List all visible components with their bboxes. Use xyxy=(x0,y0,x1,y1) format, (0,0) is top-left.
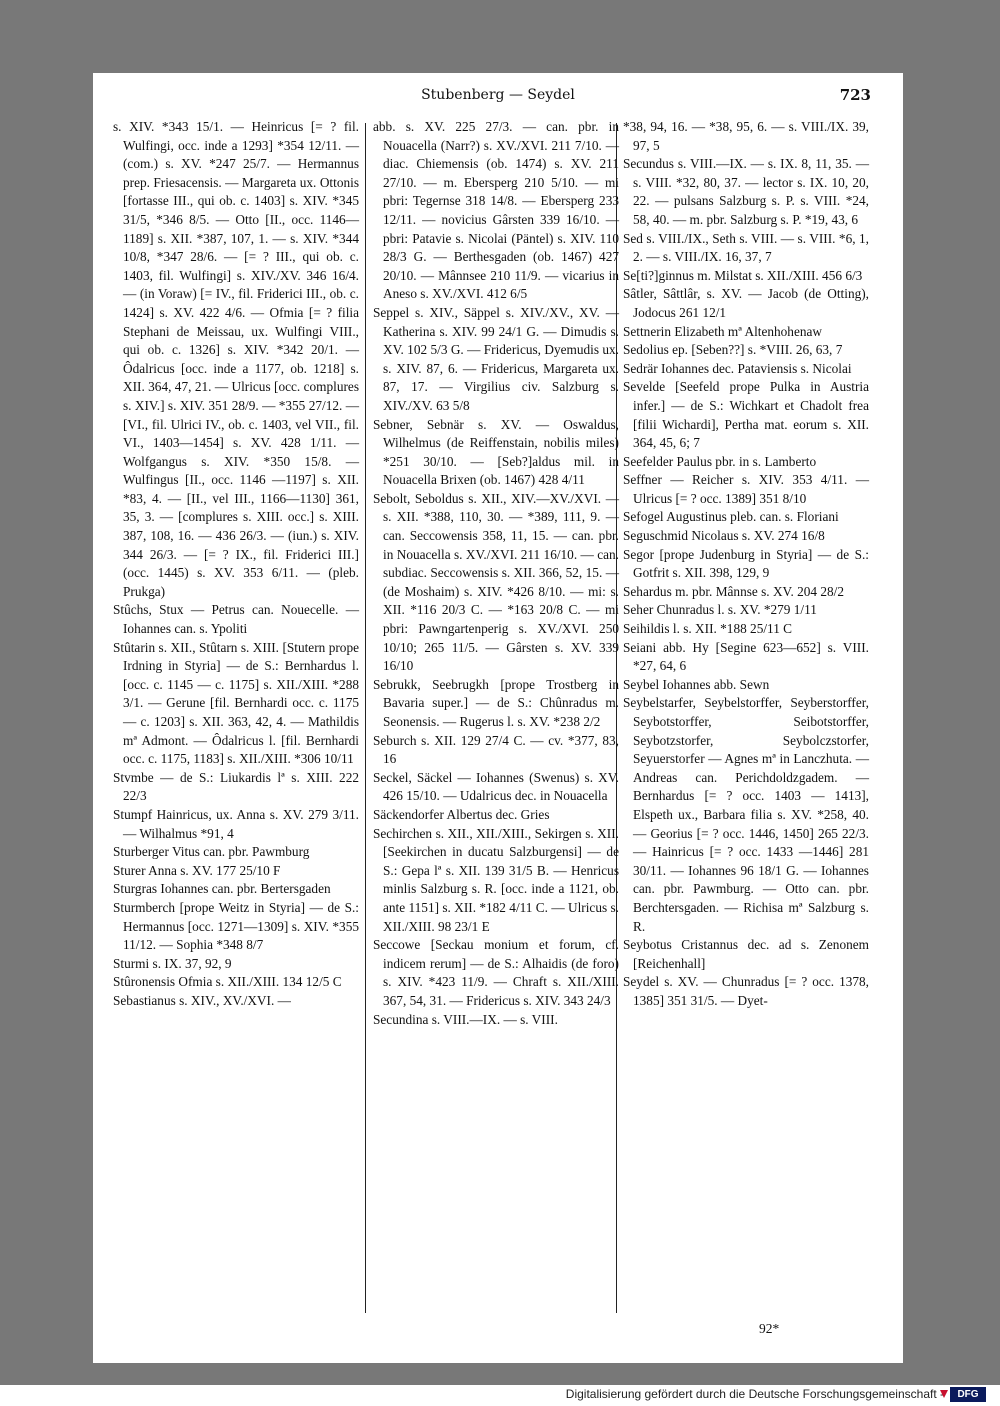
index-entry: Seefelder Paulus pbr. in s. Lamberto xyxy=(623,453,817,469)
index-entry: Sturberger Vitus can. pbr. Pawmburg xyxy=(113,844,310,860)
index-entry: Seburch s. XII. 129 27/4 C. — cv. *377, 83, 16 xyxy=(373,732,619,767)
index-entry: Seguschmid Nicolaus s. XV. 274 16/8 xyxy=(623,528,825,544)
header-title: Stubenberg — Seydel xyxy=(421,87,575,103)
index-entry: Stûronensis Ofmia s. XII./XIII. 134 12/5 C xyxy=(113,974,342,990)
index-entry: Se[ti?]ginnus m. Milstat s. XII./XIII. 456 6/3 xyxy=(623,267,863,283)
index-entry: Säckendorfer Albertus dec. Gries xyxy=(373,806,550,822)
index-entry: Sefogel Augustinus pleb. can. s. Floriani xyxy=(623,509,839,525)
index-entry: Seydel s. XV. — Chunradus [= ? occ. 1378, 1385] 351 31/5. — Dyet- xyxy=(623,974,869,1008)
index-entry: Sebolt, Seboldus s. XII., XIV.—XV./XVI. — s. XII. *388, 110, 30. — *389, 111, 9. — can. Seccowensis 358, 11, 15. — can. pbr. in Nouacella s. XV./XVI. 211 16/10. — can. subdiac. Seccowensis s. XII. 366, 52, 15. — (de Moshaim) s. XIV. *426 8/10. — mi: s. XII. *116 20/3 C. — *163 20/8 C. — mi pbri: Pawngartenperig s. XV./XVI. 250 10/10; 265 11/5. — Gârsten s. XV. 339 16/10 xyxy=(373,490,619,674)
index-entry: Seffner — Reicher s. XIV. 353 4/11. — Ulricus [= ? occ. 1389] 351 8/10 xyxy=(623,472,869,506)
index-entry: Sevelde [Seefeld prope Pulka in Austria infer.] — de S.: Wichkart et Chadolt frea [filii Wichardi], Pertha mat. eorum s. XII. 364, 45, 6; 7 xyxy=(623,379,869,451)
index-entry: Sturgras Iohannes can. pbr. Bertersgaden xyxy=(113,881,331,897)
index-entry: abb. s. XV. 225 27/3. — can. pbr. in Nouacella (Narr?) s. XV./XVI. 211 7/10. — diac. Chiemensis (ob. 1474) s. XV. 211 27/10. — m. Ebersperg 210 5/10. — mi pbri: Tegernse 318 14/8. — Ebersperg 233 12/11. — novicius Gârsten 339 16/10. — pbri: Patavie s. Nicolai (Päntel) s. XIV. 110 28/3 G. — Berthesgaden (ob. 1467) 427 20/10. — Mânnsee 210 11/9. — vicarius in Aneso s. XV./XVI. 412 6/5 xyxy=(373,119,619,302)
index-entry: Sehardus m. pbr. Mânnse s. XV. 204 28/2 xyxy=(623,583,844,599)
index-entry: s. XIV. *343 15/1. — Heinricus [= ? fil. Wulfingi, occ. inde a 1293] *354 12/11. — (com.) s. XV. *247 25/7. — Hermannus prep. Friesacensis. — Margareta ux. Ottonis [fortasse III., qui ob. c. 1403] s. XIV. *345 31/5, *346 8/5. — Otto [II., occ. 1146—1189] s. XII. *387, 107, 1. — s. XIV. *344 10/8, *347 28/6. — [= ? III., qui ob. c. 1403, fil. Wulfingi] s. XIV./XV. 346 16/4. — (in Voraw) [= IV., fil. Friderici III., ob. c. 1424] s. XV. 422 4/6. — Ofmia [= ? filia Stephani de Meissau, ux. Wulfingi VIII., qui ob. c. 1326] s. XIV. *342 20/1. — Ôdalricus [occ. inde a 1177, ob. 1218] s. XII. 364, 47, 21. — Ulricus [occ. complures s. XIV.] s. XIV. 351 28/9. — *355 27/12. — [VI., fil. Ulrici IV., ob. c. 1403, vel VII., fil. VI., 1403—1454] s. XV. 428 1/11. — Wolfgangus s. XIV. *350 15/8. — Wulfingus [II., occ. 1146 —1197] s. XII. *83, 4. — [II., vel III., 1166—1130] 361, 35, 3. — [complures s. XIII. occ.] s. XIII. 387, 108, 16. — 436 26/3. — (iun.) s. XIV. 344 26/3. — [= ? IX., fil. Friderici III.] (occ. 1445) s. XV. 353 6/11. — (pleb. Prukga) xyxy=(113,119,359,599)
index-entry: Settnerin Elizabeth mª Altenhohenaw xyxy=(623,323,823,339)
dfg-flag-icon xyxy=(940,1390,948,1398)
index-entry: *38, 94, 16. — *38, 95, 6. — s. VIII./IX. 39, 97, 5 xyxy=(623,119,869,153)
index-entry: Stûtarin s. XII., Stûtarn s. XIII. [Stutern prope Irdning in Styria] — de S.: Bernhardus l. [occ. c. 1145 — c. 1175] s. XII./XIII. *288 3/1. — Gerune [fil. Bernhardi occ. c. 1175 — c. 1203] s. XII. 363, 42, 4. — Mathildis mª Admont. — Ôdalricus l. [fil. Bernhardi occ. c. 1175, 1183] s. XII./XIII. *306 10/11 xyxy=(113,639,359,767)
page-number: 723 xyxy=(839,86,871,104)
index-entry: Stumpf Hainricus, ux. Anna s. XV. 279 3/11. — Wilhalmus *91, 4 xyxy=(113,806,359,841)
column-3 xyxy=(623,118,869,1011)
index-entry: Sâtler, Sâttlâr, s. XV. — Jacob (de Otting), Jodocus 261 12/1 xyxy=(623,286,869,320)
index-entry: Sedrär Iohannes dec. Pataviensis s. Nicolai xyxy=(623,360,852,376)
index-entry: Sed s. VIII./IX., Seth s. VIII. — s. VIII. *6, 1, 2. — s. VIII./IX. 16, 37, 7 xyxy=(623,230,869,265)
index-entry: Sebrukk, Seebrugkh [prope Trostberg in Bavaria super.] — de S.: Chûnradus m. Seonensis. — Rugerus l. s. XV. *238 2/2 xyxy=(373,676,619,729)
index-entry: Sebastianus s. XIV., XV./XVI. — xyxy=(113,992,291,1008)
column-divider xyxy=(365,123,366,1313)
index-entry: Seppel s. XIV., Säppel s. XIV./XV., XV. — Katherina s. XIV. 99 24/1 G. — Dimudis s. XV. 102 5/3 G. — Fridericus, Dyemudis ux. s. XIV. 87, 6. — Fridericus, Margareta ux. 87, 17. — Virgilius civ. Salzburg s. XIV./XV. 63 5/8 xyxy=(373,304,619,413)
index-entry: Sturmberch [prope Weitz in Styria] — de S.: Hermannus [occ. 1271—1309] s. XIV. *355 11/12. — Sophia *348 8/7 xyxy=(113,899,359,953)
index-entry: Sechirchen s. XII., XII./XIII., Sekirgen s. XII. [Seekirchen in ducatu Salzburgensi] — de S.: Gepa lª s. XII. 139 31/5 B. — Henricus minlis Salzburg s. R. [occ. inde a 1121, ob. ante 1151] s. XII. *182 4/11 C. — Ulricus s. XII./XIII. 98 23/1 E xyxy=(373,825,619,934)
index-entry: Sedolius ep. [Seben??] s. *VIII. 26, 63, 7 xyxy=(623,342,843,358)
index-entry: Sturmi s. IX. 37, 92, 9 xyxy=(113,955,232,971)
index-entry: Seccowe [Seckau monium et forum, cf. indicem rerum] — de S.: Alhaidis (de foro) s. XIV. *423 11/9. — Chraft s. XII./XIII. 367, 54, 31. — Fridericus s. XIV. 343 24/3 xyxy=(373,937,619,1008)
index-entry: Sebner, Sebnär s. XV. — Oswaldus, Wilhelmus (de Reiffenstain, nobilis miles) *251 30/10. — [Seb?]aldus mil. in Nouacella Brixen (ob. 1467) 428 4/11 xyxy=(373,416,619,488)
dfg-logo: DFG xyxy=(950,1387,986,1402)
index-entry: Stûchs, Stux — Petrus can. Nouecelle. — Iohannes can. s. Ypoliti xyxy=(113,602,359,637)
document-page xyxy=(93,73,903,1363)
index-entry: Seybotus Cristannus dec. ad s. Zenonem [Reichenhall] xyxy=(623,937,869,971)
index-entry: Seiani abb. Hy [Segine 623—652] s. VIII. *27, 64, 6 xyxy=(623,639,869,674)
index-entry: Segor [prope Judenburg in Styria] — de S.: Gotfrit s. XII. 398, 129, 9 xyxy=(623,546,869,581)
index-entry: Secundina s. VIII.—IX. — s. VIII. xyxy=(373,1011,558,1027)
column-1 xyxy=(113,118,359,1011)
index-entry: Seckel, Säckel — Iohannes (Swenus) s. XV. 426 15/10. — Udalricus dec. in Nouacella xyxy=(373,769,619,804)
index-entry: Seybel Iohannes abb. Sewn xyxy=(623,676,770,692)
index-entry: Seher Chunradus l. s. XV. *279 1/11 xyxy=(623,602,817,618)
column-2 xyxy=(373,118,619,1029)
running-header xyxy=(93,83,903,107)
index-entry: Sturer Anna s. XV. 177 25/10 F xyxy=(113,862,281,878)
funding-notice: Digitalisierung gefördert durch die Deutsche Forschungsgemeinschaft - xyxy=(565,1387,944,1401)
index-entry: Secundus s. VIII.—IX. — s. IX. 8, 11, 35. — s. VIII. *32, 80, 37. — lector s. IX. 10, 20, 22. — pulsans Salzburg s. P. s. VIII. *24, 58, 40. — m. pbr. Salzburg s. P. *19, 43, 6 xyxy=(623,156,869,227)
index-entry: Seihildis l. s. XII. *188 25/11 C xyxy=(623,621,793,637)
index-entry: Stvmbe — de S.: Liukardis lª s. XIII. 222 22/3 xyxy=(113,769,359,804)
footer-bar xyxy=(0,1385,1000,1406)
signature-mark: 92* xyxy=(759,1321,780,1336)
index-entry: Seybelstarfer, Seybelstorffer, Seyberstorffer, Seybotstorffer, Seibotstorffer, Seybotzstorfer, Seybolczstorfer, Seyuerstorfer — Agnes mª in Lanczhuta. — Andreas can. Perichdoldzgadem. — Bernhardus [= ? occ. 1403 — 1413], Elspeth ux., Barbara filia s. XV. *258, 40. — Georius [= ? occ. 1446, 1450] 265 22/3. — Hainricus [= ? occ. 1433 —1446] 281 30/11. — Iohannes 96 18/1 G. — Iohannes can. pbr. Pawmburg. — Otto can. pbr. Berchtersgaden. — Richisa mª Salzburg s. R. xyxy=(623,695,869,934)
